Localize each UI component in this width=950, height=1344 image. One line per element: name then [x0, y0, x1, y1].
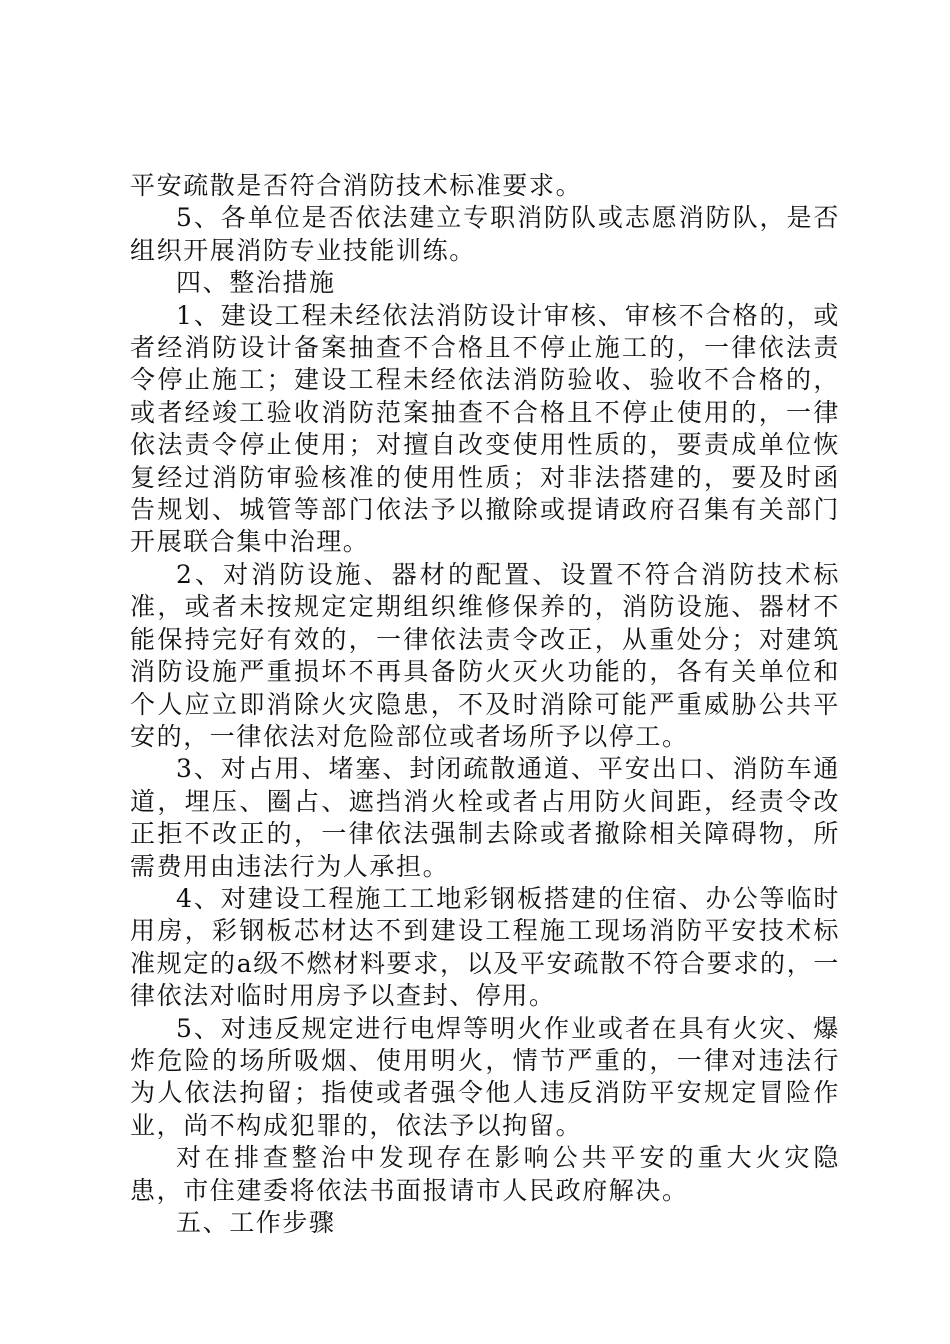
document-body — [130, 170, 840, 1239]
paragraph-measure-5: 5、对违反规定进行电焊等明火作业或者在具有火灾、爆炸危险的场所吸烟、使用明火，情节严重的，一律对违法行为人依法拘留；指使或者强令他人违反消防平安规定冒险作业，尚不构成犯罪的，依法予以拘留。 — [130, 1013, 840, 1140]
section-heading-rectification-measures: 四、整治措施 — [176, 268, 336, 298]
paragraph-major-hazard-report: 对在排查整治中发现存在影响公共平安的重大火灾隐患，市住建委将依法书面报请市人民政府解决。 — [130, 1143, 840, 1205]
paragraph-item-5-fire-brigade: 5、各单位是否依法建立专职消防队或志愿消防队，是否组织开展消防专业技能训练。 — [130, 203, 840, 265]
paragraph-measure-1: 1、建设工程未经依法消防设计审核、审核不合格的，或者经消防设计备案抽查不合格且不停止施工的，一律依法责令停止施工；建设工程未经依法消防验收、验收不合格的，或者经竣工验收消防范案抽查不合格且不停止使用的，一律依法责令停止使用；对擅自改变使用性质的，要责成单位恢复经过消防审验核准的使用性质；对非法搭建的，要及时函告规划、城管等部门依法予以撤除或提请政府召集有关部门开展联合集中治理。 — [130, 300, 840, 557]
paragraph-measure-4: 4、对建设工程施工工地彩钢板搭建的住宿、办公等临时用房，彩钢板芯材达不到建设工程施工现场消防平安技术标准规定的a级不燃材料要求，以及平安疏散不符合要求的，一律依法对临时用房予以查封、停用。 — [130, 883, 840, 1011]
paragraph-measure-3: 3、对占用、堵塞、封闭疏散通道、平安出口、消防车通道，埋压、圈占、遮挡消火栓或者占用防火间距，经责令改正拒不改正的，一律依法强制去除或者撤除相关障碍物，所需费用由违法行为人承担。 — [130, 754, 840, 881]
paragraph-measure-2: 2、对消防设施、器材的配置、设置不符合消防技术标准，或者未按规定定期组织维修保养的，消防设施、器材不能保持完好有效的，一律依法责令改正，从重处分；对建筑消防设施严重损坏不再具备防火灭火功能的，各有关单位和个人应立即消除火灾隐患，不及时消除可能严重威胁公共平安的，一律依法对危险部位或者场所予以停工。 — [130, 559, 840, 751]
section-heading-work-steps: 五、工作步骤 — [176, 1208, 336, 1237]
paragraph-continuation: 平安疏散是否符合消防技术标准要求。 — [130, 171, 583, 200]
